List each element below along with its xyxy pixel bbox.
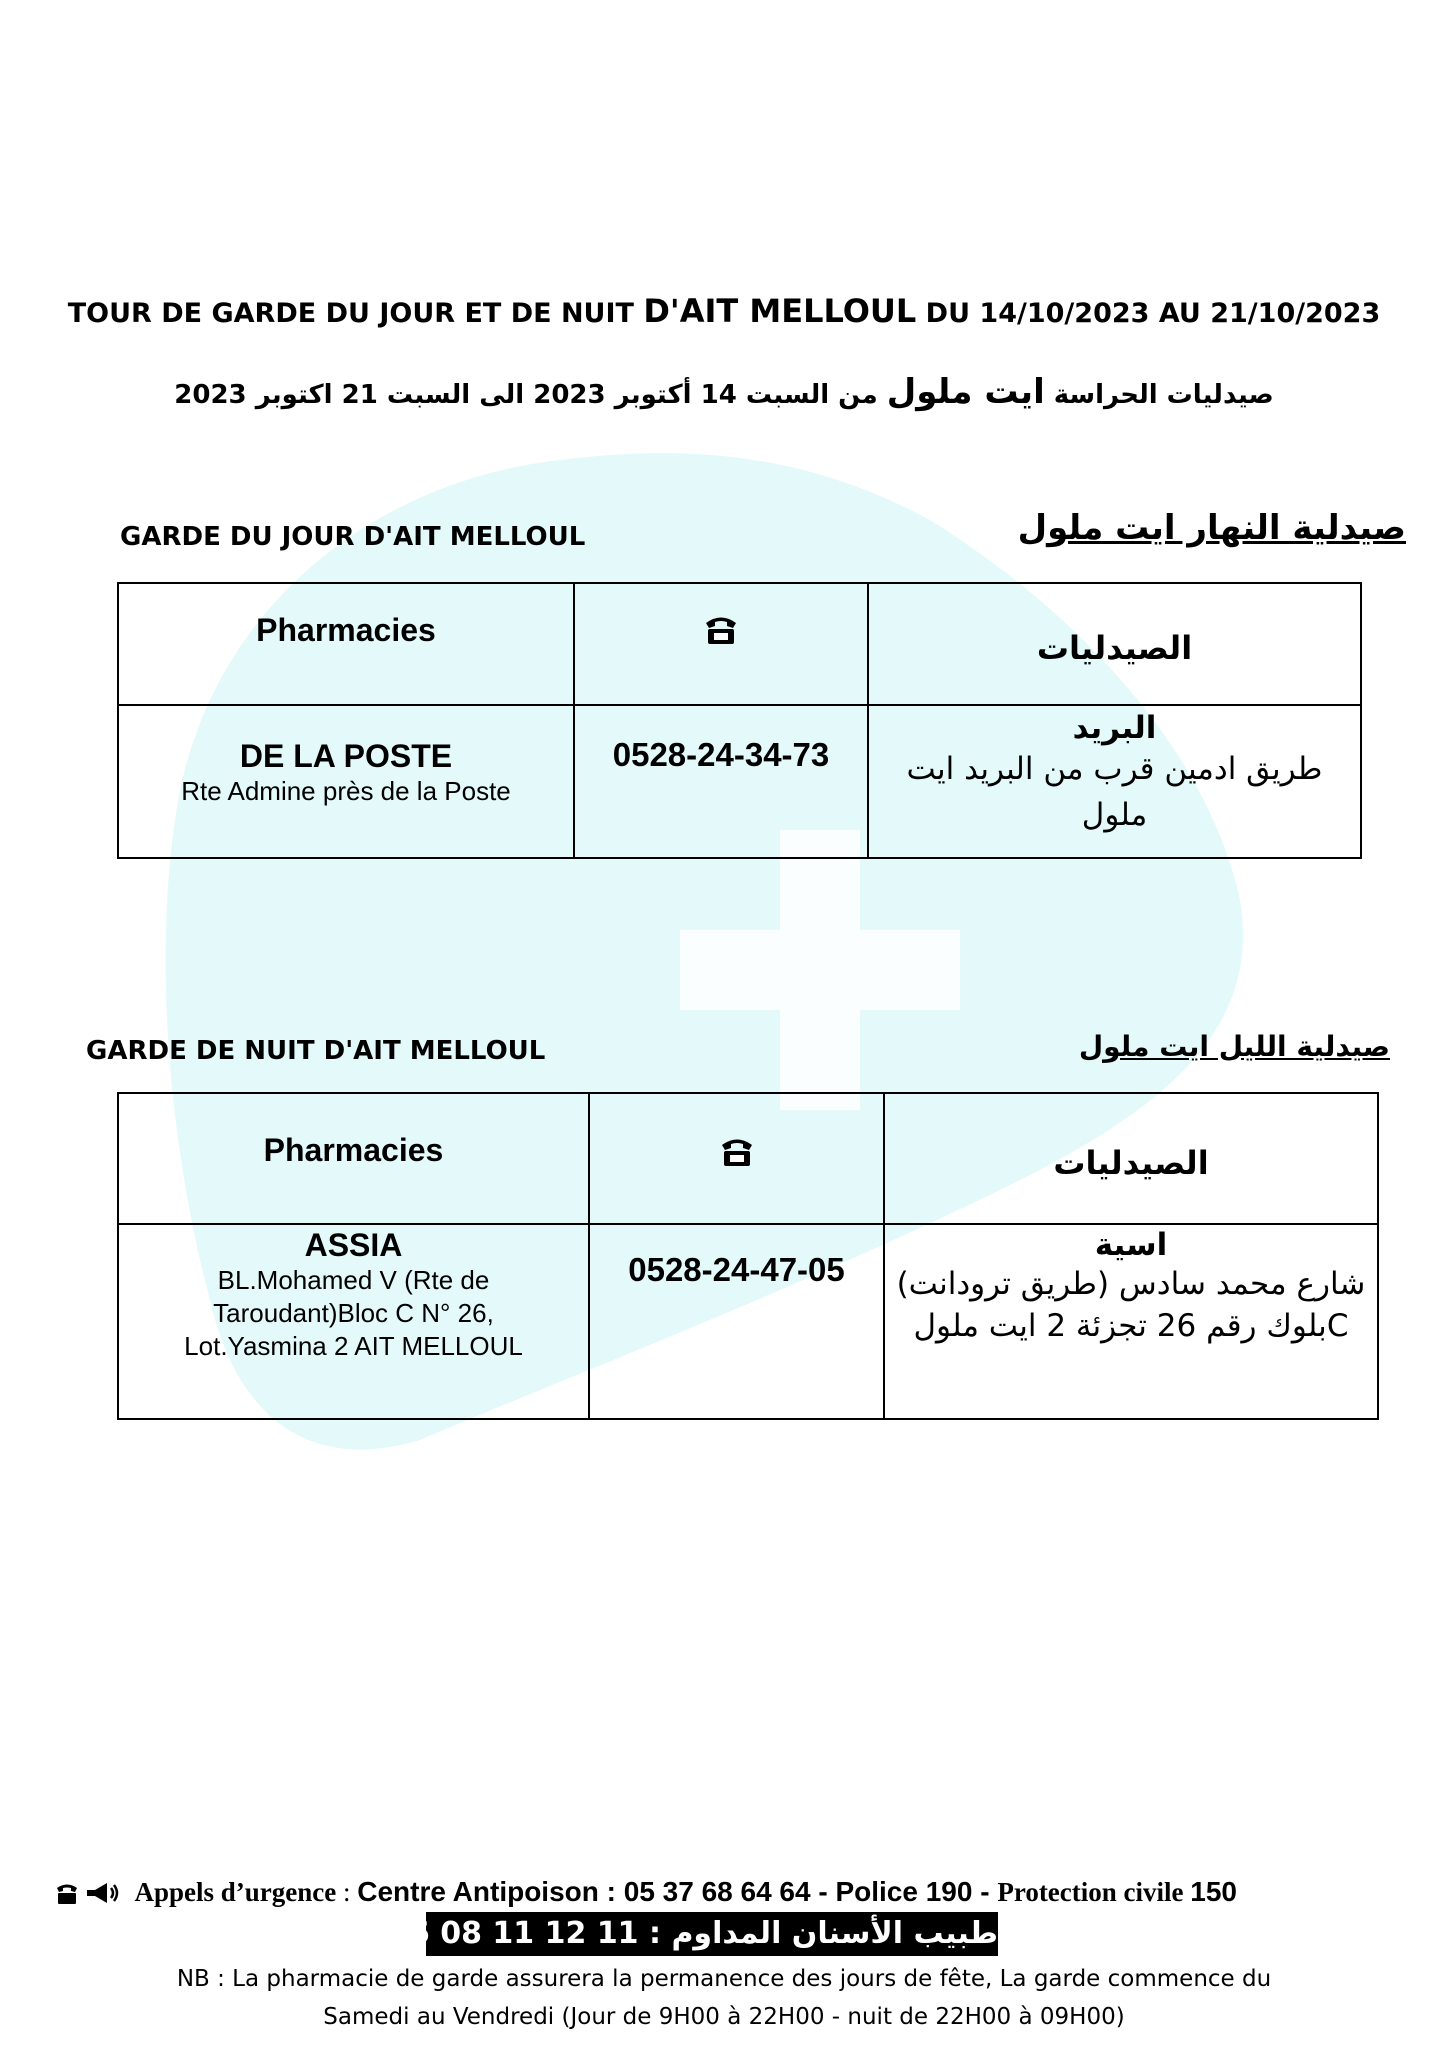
night-col-phone (589, 1093, 884, 1224)
night-phone-cell (589, 1224, 884, 1419)
night-pharmacy-address-ar-line: شارع محمد سادس (طريق ترودانت) (896, 1266, 1366, 1302)
night-col-pharmacies-label: Pharmacies (263, 1132, 444, 1168)
note-text (0, 1960, 1448, 2036)
day-pharmacy-address: Rte Admine près de la Poste (181, 776, 511, 806)
dentist-on-duty-banner: طبيب الأسنان المداوم : 11 12 11 08 06 (426, 1912, 998, 1956)
day-pharmacy-table (117, 582, 1362, 859)
title-fr-place: D'AIT MELLOUL (643, 292, 917, 330)
night-pharmacy-cell (118, 1224, 589, 1419)
urgence-label: Appels d’urgence (134, 1877, 337, 1907)
night-pharmacy-phone: 0528-24-47-05 (628, 1251, 845, 1288)
day-phone-cell (574, 705, 868, 858)
night-col-pharmacies (118, 1093, 589, 1224)
day-ar-cell (868, 705, 1361, 858)
title-fr-dates: DU 14/10/2023 AU 21/10/2023 (916, 298, 1381, 329)
day-pharmacy-name: DE LA POSTE (239, 738, 453, 774)
day-col-ar (868, 583, 1361, 705)
night-ar-cell (884, 1224, 1378, 1419)
note-line: NB : La pharmacie de garde assurera la permanence des jours de fête, La garde commence du (176, 1966, 1272, 1992)
page-title-ar (0, 372, 1448, 412)
emergency-numbers: Centre Antipoison : 05 37 68 64 64 - Police 190 - (357, 1876, 998, 1907)
telephone-icon (703, 612, 739, 651)
urgence-colon: : (336, 1877, 358, 1907)
emergency-calls-line (56, 1876, 1448, 1912)
page-title-fr (0, 292, 1448, 330)
megaphone-icon (85, 1881, 119, 1912)
night-pharmacy-table (117, 1092, 1379, 1420)
night-heading-fr: GARDE DE NUIT D'AIT MELLOUL (86, 1036, 546, 1066)
day-col-pharmacies-label: Pharmacies (256, 612, 436, 648)
title-ar-prefix: صيدليات الحراسة (1044, 380, 1274, 410)
day-col-pharmacies (118, 583, 574, 705)
protection-number: 150 (1190, 1876, 1237, 1907)
day-heading-ar: صيدلية النهار ايت ملول (1017, 508, 1406, 548)
night-table-row (118, 1224, 1378, 1419)
day-col-phone (574, 583, 868, 705)
night-col-ar (884, 1093, 1378, 1224)
note-line: Samedi au Vendredi (Jour de 9H00 à 22H00 - nuit de 22H00 à 09H00) (323, 2004, 1125, 2030)
day-pharmacy-cell (118, 705, 574, 858)
night-heading-ar: صيدلية الليل ايت ملول (1078, 1030, 1390, 1063)
protection-label: Protection civile (997, 1877, 1191, 1907)
day-table-row (118, 705, 1361, 858)
night-pharmacy-address-line: BL.Mohamed V (Rte de (217, 1265, 490, 1295)
night-pharmacy-name-ar: اسية (1094, 1227, 1168, 1263)
night-table-header-row (118, 1093, 1378, 1224)
night-pharmacy-address-line: Taroudant)Bloc C N° 26, (213, 1298, 494, 1328)
night-pharmacy-address-ar-line: Cبلوك رقم 26 تجزئة 2 ايت ملول (913, 1308, 1349, 1344)
day-pharmacy-phone: 0528-24-34-73 (612, 736, 830, 773)
title-ar-dates: من السبت 14 أكتوبر 2023 الى السبت 21 اكتوبر 2023 (174, 380, 887, 410)
telephone-icon (719, 1134, 755, 1173)
day-table-header-row (118, 583, 1361, 705)
title-ar-place: ايت ملول (886, 372, 1045, 412)
day-pharmacy-address-ar: طريق ادمين قرب من البريد ايت ملول (906, 751, 1323, 833)
night-pharmacy-name: ASSIA (304, 1227, 403, 1263)
telephone-icon (56, 1881, 78, 1912)
day-heading-fr: GARDE DU JOUR D'AIT MELLOUL (120, 522, 586, 552)
day-pharmacy-name-ar: البريد (1072, 710, 1157, 746)
day-col-ar-label: الصيدليات (1036, 629, 1193, 667)
night-col-ar-label: الصيدليات (1053, 1144, 1209, 1182)
title-fr-prefix: TOUR DE GARDE DU JOUR ET DE NUIT (67, 298, 644, 329)
night-pharmacy-address-line: Lot.Yasmina 2 AIT MELLOUL (184, 1331, 523, 1361)
